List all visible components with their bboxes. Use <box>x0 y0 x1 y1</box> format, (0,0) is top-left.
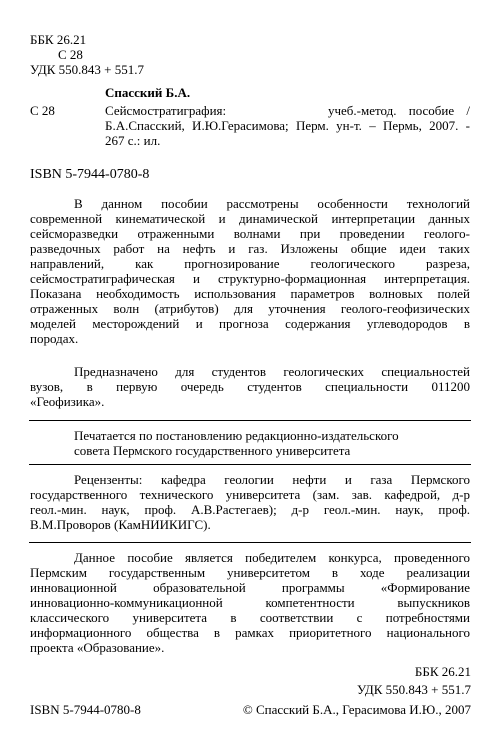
abstract-line: отраженных волн (атрибутов) для уточнения геолого-геофизических <box>30 301 470 316</box>
abstract <box>30 196 470 346</box>
award-line: Данное пособие является победителем конкурса, проведенного <box>74 550 470 565</box>
audience-line: «Геофизика». <box>30 394 105 409</box>
reviewers-line: В.М.Проворов (КамНИИКИГС). <box>30 517 211 532</box>
audience-line: вузов, в первую очередь студентов специальности 011200 <box>30 379 470 394</box>
reviewers <box>30 472 470 532</box>
citation-code: С 28 <box>30 103 55 118</box>
abstract-line: сейсморазведки отраженными волнами при проведении геолого- <box>30 226 470 241</box>
divider <box>29 464 471 465</box>
abstract-line: направлений, как прогнозирование геологического разреза, <box>30 256 470 271</box>
abstract-line: моделей месторождений и прогноза содержания углеводородов в <box>30 316 470 331</box>
print-note-line: совета Пермского государственного университета <box>74 443 351 458</box>
citation-authors: Б.А.Спасский, И.Ю.Герасимова; Перм. ун-т. – Пермь, 2007. - <box>105 118 470 133</box>
audience-line: Предназначено для студентов геологических специальностей <box>74 364 470 379</box>
book-type: учеб.-метод. пособие / <box>327 103 470 118</box>
copyright: © Спасский Б.А., Герасимова И.Ю., 2007 <box>242 702 471 717</box>
bbk-code-bottom: ББК 26.21 <box>414 664 471 679</box>
abstract-line: Показана необходимость использования параметров волновых полей <box>30 286 470 301</box>
bbk-code: ББК 26.21 <box>30 32 87 47</box>
divider <box>29 542 471 543</box>
author-mark: С 28 <box>58 47 83 62</box>
award-line: инновационной образовательной программы «Формирование <box>30 580 470 595</box>
abstract-line: разведочных работ на нефть и газ. Изложены общие идеи таких <box>30 241 470 256</box>
award-line: классического университета в соответствии с потребностями <box>30 610 470 625</box>
award-line: инновационно-коммуникационной компетентности выпускников <box>30 595 470 610</box>
abstract-line: породах. <box>30 331 79 346</box>
udk-code-bottom: УДК 550.843 + 551.7 <box>356 682 471 697</box>
audience <box>30 364 470 409</box>
abstract-line: В данном пособии рассмотрены особенности технологий <box>74 196 470 211</box>
isbn-top: ISBN 5-7944-0780-8 <box>30 167 150 182</box>
award <box>30 550 470 655</box>
udk-code: УДК 550.843 + 551.7 <box>30 62 145 77</box>
abstract-line: сейсмостратиграфическая и структурно-формационная интерпретация. <box>30 271 470 286</box>
reviewers-line: государственного технического университета (зам. зав. кафедрой, д-р <box>30 487 470 502</box>
award-line: информационного общества в рамках приоритетного национального <box>30 625 470 640</box>
reviewers-line: Рецензенты: кафедра геологии нефти и газа Пермского <box>74 472 470 487</box>
print-note-line: Печатается по постановлению редакционно-издательского <box>74 428 399 443</box>
award-line: проекта «Образование». <box>30 640 165 655</box>
print-note <box>74 428 399 458</box>
author-name: Спасский Б.А. <box>105 85 191 100</box>
citation-pages: 267 с.: ил. <box>105 133 161 148</box>
isbn-bottom: ISBN 5-7944-0780-8 <box>30 702 141 717</box>
divider <box>29 420 471 421</box>
book-title: Сейсмостратиграфия: <box>105 103 227 118</box>
award-line: Пермским государственным университетом в ходе реализации <box>30 565 470 580</box>
abstract-line: современной кинематической и динамической интерпретации данных <box>30 211 470 226</box>
reviewers-line: геол.-мин. наук, проф. А.В.Растегаев); д-р геол.-мин. наук, проф. <box>30 502 470 517</box>
